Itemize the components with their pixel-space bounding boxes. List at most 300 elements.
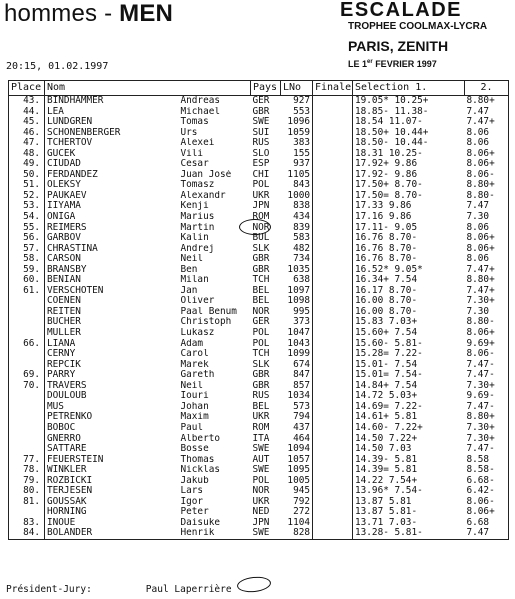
col-place: Place [9, 81, 45, 96]
last-name-cell: VERSCHOTEN [47, 285, 104, 296]
title-bold: MEN [119, 0, 174, 27]
lno-cell: 843 [281, 180, 313, 191]
country-cell: RUS [252, 138, 270, 149]
lno-cell: 838 [281, 201, 313, 212]
finale-cell [313, 180, 353, 191]
selection-2-cell: 7.30+ [465, 296, 509, 307]
country-cell: AUT [252, 454, 270, 465]
first-name-cell: Igor [180, 496, 204, 507]
last-name-cell: CERNY [47, 349, 76, 360]
table-row [9, 486, 509, 497]
country-cell: ITA [252, 433, 270, 444]
lno-cell: 945 [281, 486, 313, 497]
first-name-cell: Vili [180, 148, 204, 159]
selection-2-cell: 8.06 [465, 128, 509, 139]
selection-1-cell: 13.71 7.03- [355, 517, 418, 528]
lno-cell: 583 [281, 233, 313, 244]
selection-2-cell: 6.68- [465, 476, 509, 487]
country-cell: ROM [252, 422, 270, 433]
lno-cell: 1105 [281, 170, 313, 181]
selection-1-cell: 19.05* 10.25+ [355, 95, 429, 106]
finale-cell [313, 107, 353, 118]
selection-2-cell: 8.58- [465, 465, 509, 476]
country-cell: SLO [252, 148, 270, 159]
finale-cell [313, 412, 353, 423]
lno-cell: 1000 [281, 191, 313, 202]
last-name-cell: CARSON [47, 254, 81, 265]
country-cell: SWE [251, 528, 281, 539]
handwritten-circle-mark [239, 219, 271, 235]
first-name-cell: Juan José [180, 169, 232, 180]
selection-2-cell: 7.30 [465, 212, 509, 223]
table-row [9, 254, 509, 265]
first-name-cell: Kenji [180, 201, 209, 212]
col-finale: Finale [313, 81, 353, 96]
table-row [9, 402, 509, 413]
place-cell: 43. [9, 96, 45, 107]
table-row [9, 96, 509, 107]
last-name-cell: SCHÖNENBERGER [47, 127, 121, 138]
first-name-cell: Carol [180, 349, 209, 360]
finale-cell [313, 223, 353, 234]
last-name-cell: OLEKSY [47, 180, 81, 191]
place-cell [9, 507, 45, 518]
finale-cell [313, 296, 353, 307]
table-row [9, 317, 509, 328]
selection-2-cell: 8.06 [465, 138, 509, 149]
selection-2-cell: 8.06+ [465, 328, 509, 339]
last-name-cell: INOUE [47, 517, 76, 528]
print-timestamp: 20:15, 01.02.1997 [6, 61, 109, 72]
table-row [9, 412, 509, 423]
selection-1-cell: 18.31 10.25- [355, 148, 423, 159]
last-name-cell: LEA [47, 106, 64, 117]
first-name-cell: Paal Benum [180, 306, 237, 317]
finale-cell [313, 159, 353, 170]
lno-cell: 383 [281, 138, 313, 149]
selection-1-cell: 13.28- 5.81- [353, 528, 465, 539]
finale-cell [313, 138, 353, 149]
table-row [9, 423, 509, 434]
finale-cell [313, 275, 353, 286]
selection-1-cell: 18.50+ 10.44+ [355, 127, 429, 138]
country-cell: GER [252, 95, 270, 106]
lno-cell: 373 [281, 317, 313, 328]
country-cell: BEL [252, 401, 270, 412]
table-row [9, 180, 509, 191]
lno-cell: 674 [281, 360, 313, 371]
country-cell: UKR [252, 190, 270, 201]
place-cell: 44. [9, 107, 45, 118]
selection-1-cell: 15.28= 7.22- [355, 349, 423, 360]
selection-1-cell: 17.50+ 8.70- [355, 180, 423, 191]
place-cell [9, 328, 45, 339]
selection-2-cell: 7.47+ [465, 265, 509, 276]
selection-2-cell: 6.68 [465, 518, 509, 529]
finale-cell [313, 391, 353, 402]
selection-2-cell: 8.06+ [465, 244, 509, 255]
last-name-cell: LIANA [47, 338, 76, 349]
place-cell: 69. [9, 370, 45, 381]
last-name-cell: GARBOV [47, 233, 81, 244]
handwritten-circle-mark [236, 575, 271, 593]
selection-1-cell: 17.16 9.86 [355, 212, 412, 223]
table-row [9, 528, 509, 539]
last-name-cell: PETRENKO [47, 412, 93, 423]
table-row [9, 455, 509, 466]
lno-cell: 482 [281, 244, 313, 255]
selection-1-cell: 18.85- 11.38- [355, 106, 429, 117]
first-name-cell: Jan [180, 285, 198, 296]
last-name-cell: REIMERS [47, 222, 87, 233]
place-cell: 47. [9, 138, 45, 149]
country-cell: POL [252, 338, 270, 349]
selection-2-cell: 9.69+ [465, 339, 509, 350]
selection-2-cell: 8.06 [465, 254, 509, 265]
last-name-cell: FERDANDEZ [47, 169, 98, 180]
table-row [9, 170, 509, 181]
first-name-cell: Alexei [180, 138, 215, 149]
lno-cell: 1059 [281, 128, 313, 139]
jury-label: Président-Jury: [6, 584, 92, 595]
selection-2-cell: 7.47 [465, 107, 509, 118]
finale-cell [313, 233, 353, 244]
selection-2-cell: 7.30+ [465, 423, 509, 434]
last-name-cell: GOUSSAK [47, 496, 87, 507]
finale-cell [313, 444, 353, 455]
lno-cell: 995 [281, 307, 313, 318]
place-cell: 83. [9, 518, 45, 529]
country-cell: SUI [252, 127, 270, 138]
first-name-cell: Neil [180, 254, 204, 265]
table-row [9, 159, 509, 170]
first-name-cell: Adam [180, 338, 204, 349]
lno-cell: 828 [281, 528, 313, 539]
finale-cell [313, 423, 353, 434]
selection-1-cell: 14.39- 5.81 [355, 454, 418, 465]
table-row [9, 497, 509, 508]
place-cell: 77. [9, 455, 45, 466]
lno-cell: 857 [281, 381, 313, 392]
selection-2-cell: 7.47+ [465, 286, 509, 297]
lno-cell: 1043 [281, 339, 313, 350]
place-cell: 52. [9, 191, 45, 202]
selection-1-cell: 14.39= 5.81 [355, 465, 418, 476]
table-row [9, 465, 509, 476]
place-cell: 49. [9, 159, 45, 170]
selection-1-cell: 14.72 5.03+ [355, 391, 418, 402]
place-cell [9, 412, 45, 423]
selection-1-cell: 14.50 7.03 [355, 444, 412, 455]
lno-cell: 1035 [281, 265, 313, 276]
selection-2-cell: 7.30+ [465, 434, 509, 445]
first-name-cell: Gareth [180, 370, 215, 381]
lno-cell: 839 [281, 223, 313, 234]
selection-2-cell: 7.47 [465, 528, 509, 539]
selection-1-cell: 16.34+ 7.54 [355, 275, 418, 286]
finale-cell [313, 328, 353, 339]
place-cell: 45. [9, 117, 45, 128]
place-cell: 56. [9, 233, 45, 244]
country-cell: NOR [252, 306, 270, 317]
place-cell: 60. [9, 275, 45, 286]
table-row [9, 265, 509, 276]
place-cell: 61. [9, 286, 45, 297]
finale-cell [313, 201, 353, 212]
jury-footer [6, 584, 232, 595]
finale-cell [313, 434, 353, 445]
country-cell: TCH [252, 349, 270, 360]
place-cell: 70. [9, 381, 45, 392]
last-name-cell: BUCHER [47, 317, 81, 328]
first-name-cell: Peter [180, 507, 209, 518]
place-cell: 55. [9, 223, 45, 234]
lno-cell: 464 [281, 434, 313, 445]
country-cell: SWE [252, 117, 270, 128]
selection-1-cell: 13.87 5.81 [355, 496, 412, 507]
place-cell [9, 317, 45, 328]
table-row [9, 128, 509, 139]
finale-cell [313, 497, 353, 508]
selection-1-cell: 16.17 8.70- [355, 285, 418, 296]
finale-cell [313, 117, 353, 128]
finale-cell [313, 518, 353, 529]
sheet-title [4, 0, 173, 28]
country-cell: RUS [252, 391, 270, 402]
table-row [9, 349, 509, 360]
selection-1-cell: 18.54 11.07- [355, 117, 423, 128]
venue: PARIS, ZENITH [348, 38, 449, 54]
last-name-cell: HORNING [47, 507, 87, 518]
country-cell: BEL [252, 285, 270, 296]
table-row [9, 286, 509, 297]
finale-cell [313, 476, 353, 487]
selection-1-cell: 16.76 8.70- [355, 233, 418, 244]
lno-cell: 1034 [281, 391, 313, 402]
table-row [9, 360, 509, 371]
finale-cell [313, 149, 353, 160]
selection-2-cell: 8.80- [465, 317, 509, 328]
place-cell [9, 307, 45, 318]
selection-1-cell: 15.01= 7.54- [355, 370, 423, 381]
first-name-cell: Marius [180, 212, 215, 223]
last-name-cell: TRAVERS [47, 380, 87, 391]
last-name-cell: IIYAMA [47, 201, 81, 212]
lno-cell: 1098 [281, 296, 313, 307]
finale-cell [313, 317, 353, 328]
table-row [9, 244, 509, 255]
selection-1-cell: 17.50= 8.70- [355, 190, 423, 201]
table-row [9, 107, 509, 118]
finale-cell [313, 507, 353, 518]
event-date: LE 1er FEVRIER 1997 [348, 59, 437, 69]
place-cell [9, 360, 45, 371]
finale-cell [313, 370, 353, 381]
last-name-cell: FEUERSTEIN [47, 454, 104, 465]
lno-cell: 1057 [281, 455, 313, 466]
col-pays: Pays [251, 81, 281, 96]
lno-cell: 792 [281, 497, 313, 508]
selection-2-cell: 8.06- [465, 349, 509, 360]
finale-cell [313, 381, 353, 392]
country-cell: POL [252, 475, 270, 486]
selection-2-cell: 8.06+ [465, 149, 509, 160]
country-cell: UKR [252, 412, 270, 423]
table-row [9, 370, 509, 381]
place-cell: 66. [9, 339, 45, 350]
first-name-cell: Henrik [179, 528, 251, 539]
table-row [9, 138, 509, 149]
selection-1-cell: 13.87 5.81- [355, 507, 418, 518]
place-cell: 57. [9, 244, 45, 255]
first-name-cell: Andrej [180, 243, 215, 254]
place-cell: 79. [9, 476, 45, 487]
selection-2-cell: 8.80+ [465, 180, 509, 191]
selection-1-cell: 15.01- 7.54 [355, 359, 418, 370]
lno-cell: 927 [281, 96, 313, 107]
first-name-cell: Ben [180, 264, 198, 275]
last-name-cell: COENEN [47, 296, 81, 307]
place-cell: 48. [9, 149, 45, 160]
first-name-cell: Tomas [180, 117, 209, 128]
first-name-cell: Maxim [180, 412, 209, 423]
event-header [340, 0, 510, 70]
finale-cell [313, 212, 353, 223]
first-name-cell: Martin [180, 222, 215, 233]
finale-cell [313, 191, 353, 202]
last-name-cell: MÜLLER [47, 328, 81, 339]
finale-cell [313, 402, 353, 413]
first-name-cell: Andreas [180, 95, 221, 106]
finale-cell [313, 528, 353, 539]
finale-cell [313, 349, 353, 360]
country-cell: SWE [252, 465, 270, 476]
last-name-cell: ONIGA [47, 212, 76, 223]
selection-1-cell: 15.60+ 7.54 [355, 328, 418, 339]
place-cell [9, 444, 45, 455]
table-row [9, 507, 509, 518]
last-name-cell: BINDHAMMER [47, 95, 104, 106]
lno-cell: 573 [281, 402, 313, 413]
lno-cell: 1099 [281, 349, 313, 360]
finale-cell [313, 307, 353, 318]
finale-cell [313, 360, 353, 371]
first-name-cell: Michael [180, 106, 221, 117]
first-name-cell: Tomasz [180, 180, 215, 191]
selection-1-cell: 13.96* 7.54- [355, 486, 423, 497]
jury-name: Paul Laperrière [145, 584, 232, 595]
selection-2-cell: 8.80+ [465, 96, 509, 107]
finale-cell [313, 486, 353, 497]
selection-2-cell: 8.06+ [465, 507, 509, 518]
place-cell: 51. [9, 180, 45, 191]
first-name-cell: Christoph [180, 317, 232, 328]
last-name-cell: CHRASTINA [47, 243, 98, 254]
place-cell [9, 402, 45, 413]
place-cell [9, 423, 45, 434]
first-name-cell: Milan [180, 275, 209, 286]
last-name-cell: REITEN [47, 306, 81, 317]
place-cell: 54. [9, 212, 45, 223]
country-cell: ROM [252, 212, 270, 223]
country-cell: JPN [252, 517, 270, 528]
place-cell: 78. [9, 465, 45, 476]
selection-2-cell: 7.47- [465, 360, 509, 371]
first-name-cell: Oliver [180, 296, 215, 307]
last-name-cell: BRANSBY [47, 264, 87, 275]
selection-1-cell: 16.76 8.70- [355, 243, 418, 254]
table-header [9, 81, 509, 96]
table-row [9, 444, 509, 455]
country-cell: NOR [252, 486, 270, 497]
country-cell: GBR [252, 380, 270, 391]
last-name-cell: BOLANDER [45, 528, 179, 539]
country-cell: JPN [252, 201, 270, 212]
selection-1-cell: 17.33 9.86 [355, 201, 412, 212]
finale-cell [313, 286, 353, 297]
selection-1-cell: 16.00 8.70- [355, 306, 418, 317]
finale-cell [313, 339, 353, 350]
selection-1-cell: 16.52* 9.05* [355, 264, 423, 275]
finale-cell [313, 96, 353, 107]
table-row [9, 328, 509, 339]
lno-cell: 1047 [281, 328, 313, 339]
first-name-cell: Lukasz [180, 328, 215, 339]
selection-2-cell: 8.06+ [465, 233, 509, 244]
country-cell: BUL [252, 233, 270, 244]
last-name-cell: DOULOUB [47, 391, 87, 402]
country-cell: GBR [252, 254, 270, 265]
selection-1-cell: 18.50- 10.44- [355, 138, 429, 149]
last-name-cell: TERJESEN [47, 486, 93, 497]
first-name-cell: Jakub [180, 475, 209, 486]
selection-1-cell: 17.92+ 9.86 [355, 159, 418, 170]
place-cell: 84. [9, 528, 45, 539]
lno-cell: 937 [281, 159, 313, 170]
country-cell: NOR [252, 222, 270, 233]
lno-cell: 1104 [281, 518, 313, 529]
finale-cell [313, 455, 353, 466]
lno-cell: 272 [281, 507, 313, 518]
selection-1-cell: 14.22 7.54+ [355, 475, 418, 486]
last-name-cell: REPCIK [47, 359, 81, 370]
country-cell: GBR [252, 370, 270, 381]
first-name-cell: Paul [180, 422, 204, 433]
country-cell: ESP [252, 159, 270, 170]
place-cell: 80. [9, 486, 45, 497]
first-name-cell: Neil [180, 380, 204, 391]
selection-2-cell: 7.30 [465, 307, 509, 318]
last-name-cell: BENIAN [47, 275, 81, 286]
finale-cell [313, 254, 353, 265]
table-row [9, 117, 509, 128]
selection-1-cell: 14.50 7.22+ [355, 433, 418, 444]
country-cell: UKR [252, 496, 270, 507]
selection-1-cell: 14.69= 7.22- [355, 401, 423, 412]
table-row [9, 149, 509, 160]
table-row [9, 518, 509, 529]
country-cell: POL [252, 180, 270, 191]
col-nom: Nom [45, 81, 251, 96]
last-name-cell: GNERRO [47, 433, 81, 444]
finale-cell [313, 170, 353, 181]
lno-cell: 1097 [281, 286, 313, 297]
country-cell: GBR [252, 264, 270, 275]
last-name-cell: PARRY [47, 370, 76, 381]
lno-cell: 1096 [281, 117, 313, 128]
first-name-cell: Marek [180, 359, 209, 370]
last-name-cell: GUCEK [47, 148, 76, 159]
